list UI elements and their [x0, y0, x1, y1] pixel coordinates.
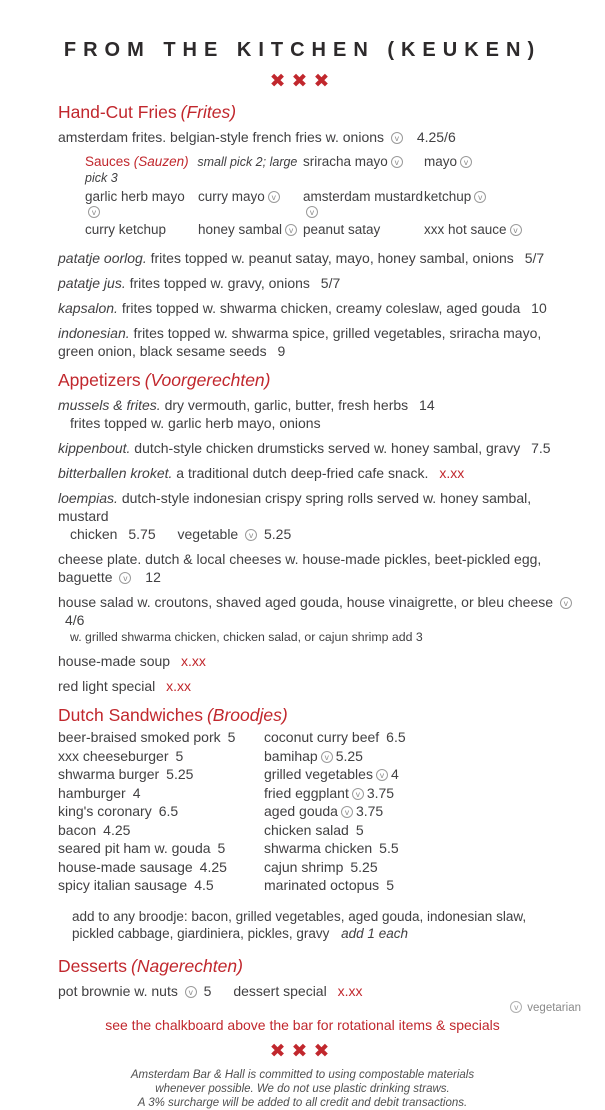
menu-item-subline: [70, 526, 577, 543]
item-price: 5.25: [350, 858, 378, 875]
sandwich-item: [58, 858, 264, 875]
item-desc: frites topped w. shwarma spice, grilled vegetables, sriracha mayo, green onion, black sesame seeds: [58, 325, 542, 359]
vegetarian-icon: v: [460, 156, 472, 168]
menu-item-bitterballen-kroket: [58, 464, 577, 482]
item-label: dessert special: [233, 982, 327, 999]
sauce-option: [424, 189, 577, 219]
item-price: 4/6: [65, 612, 85, 628]
sandwich-column-left: [58, 731, 264, 898]
sauce-option: [198, 222, 303, 237]
xxx-divider-icon: ✖✖✖: [269, 1040, 336, 1062]
item-label: marinated octopus: [264, 877, 380, 893]
vegetarian-icon: v: [510, 224, 522, 236]
menu-item-indonesian: [58, 324, 577, 360]
menu-item-kapsalon: [58, 299, 577, 317]
item-price: 5: [386, 877, 394, 893]
item-label: spicy italian sausage: [58, 877, 188, 893]
fine-print-line: Amsterdam Bar & Hall is committed to using compostable materials: [130, 1068, 475, 1081]
vegetarian-icon: v: [474, 191, 486, 203]
sauce-label: sriracha mayo: [303, 154, 388, 169]
item-price: 5: [175, 747, 184, 764]
section-heading-desserts-dutch: (Nagerechten): [131, 955, 243, 976]
sauce-label: curry ketchup: [85, 222, 167, 237]
item-name: loempias.: [58, 490, 118, 506]
sauce-label: amsterdam mustard: [303, 189, 424, 204]
vegetarian-icon: v: [119, 572, 131, 584]
item-price-placeholder: x.xx: [337, 982, 363, 999]
vegetarian-icon: v: [88, 206, 100, 218]
item-price: 4: [132, 784, 141, 801]
vegetarian-icon: v: [376, 769, 388, 781]
item-name: bitterballen kroket.: [58, 465, 173, 481]
sauce-option: [303, 222, 424, 237]
menu-item-house-made-soup: [58, 652, 577, 670]
vegetarian-icon: v: [391, 132, 403, 144]
item-label: cajun shrimp: [264, 858, 344, 875]
item-label: aged gouda: [264, 803, 338, 819]
item-price: 5.5: [379, 840, 399, 856]
xxx-divider-icon: ✖✖✖: [269, 71, 336, 92]
item-text: amsterdam frites. belgian-style french fries w. onions: [58, 129, 385, 145]
note-line2: pickled cabbage, giardiniera, pickles, gravy: [72, 925, 330, 941]
item-desc: frites topped w. peanut satay, mayo, honey sambal, onions: [150, 250, 514, 266]
sauce-label: curry mayo: [198, 189, 265, 204]
item-desc: house-made soup: [58, 653, 171, 669]
sandwich-item: [264, 768, 577, 782]
sandwich-columns: [58, 731, 577, 898]
item-name: mussels & frites.: [58, 397, 161, 413]
sandwich-item: [264, 879, 577, 893]
sauce-label: peanut satay: [303, 222, 381, 237]
item-desc: a traditional dutch deep-fried cafe snack.: [176, 465, 429, 481]
menu-item-loempias: [58, 489, 577, 525]
item-price: 4.5: [194, 877, 214, 893]
section-heading-desserts: [58, 956, 577, 976]
menu-item-cheese-plate: [58, 550, 577, 586]
section-heading-appetizers-dutch: (Voorgerechten): [144, 370, 271, 390]
option-label: chicken: [70, 526, 118, 542]
sauces-block: [85, 154, 577, 237]
item-desc: frites topped w. gravy, onions: [129, 275, 310, 291]
item-label: bacon: [58, 821, 97, 838]
item-label: pot brownie w. nuts: [58, 982, 178, 999]
item-price: 6.5: [158, 803, 179, 819]
fine-print-line: whenever possible. We do not use plastic drinking straws.: [155, 1082, 450, 1095]
vegetarian-icon: v: [245, 529, 257, 541]
item-name: indonesian.: [58, 325, 130, 341]
vegetarian-icon: v: [306, 206, 318, 218]
item-name: kippenbout.: [58, 440, 131, 456]
sandwich-item: [264, 747, 577, 764]
fine-print: [0, 1068, 605, 1110]
item-desc: dutch-style chicken drumsticks served w. honey sambal, gravy: [134, 440, 521, 456]
item-price: 3.75: [366, 784, 395, 801]
item-price: 5: [227, 729, 236, 745]
menu-content: [0, 102, 605, 1000]
item-price: 9: [277, 343, 286, 359]
vegetarian-icon: v: [185, 986, 197, 998]
menu-item-mussels-frites: [58, 396, 577, 414]
sandwich-item: [58, 842, 264, 856]
item-label: chicken salad: [264, 821, 349, 838]
sandwich-column-right: [264, 731, 577, 898]
menu-item-patatje-jus: [58, 274, 577, 292]
item-price-placeholder: x.xx: [180, 653, 206, 669]
vegetarian-icon: v: [391, 156, 403, 168]
item-label: house-made sausage: [58, 858, 193, 875]
item-label: fried eggplant: [264, 784, 349, 801]
item-desc: dutch-style indonesian crispy spring rolls served w. honey sambal, mustard: [58, 490, 532, 524]
section-heading-appetizers: [58, 370, 577, 390]
item-price: 10: [531, 300, 547, 316]
item-price: 5: [217, 840, 226, 856]
sauce-option: [303, 154, 424, 186]
note-price: add 1 each: [341, 925, 408, 941]
section-heading-fries-dutch: (Frites): [180, 102, 237, 122]
item-desc: cheese plate. dutch & local cheeses w. house-made pickles, beet-pickled egg, baguette: [58, 551, 542, 585]
section-heading-sandwiches: [58, 705, 577, 725]
menu-item-red-light-special: [58, 677, 577, 695]
item-price: 3.75: [355, 803, 384, 819]
section-heading-sandwiches-en: Dutch Sandwiches: [58, 705, 203, 725]
menu-item-desserts-line: [58, 982, 577, 1000]
vegetarian-icon: v: [560, 597, 572, 609]
chalkboard-note: see the chalkboard above the bar for rotational items & specials: [105, 1016, 500, 1033]
item-price: 4.25: [199, 858, 227, 875]
item-desc: dry vermouth, garlic, butter, fresh herbs: [164, 397, 409, 413]
vegetarian-icon: v: [285, 224, 297, 236]
item-label: beer-braised smoked pork: [58, 729, 221, 745]
item-name: patatje oorlog.: [58, 250, 147, 266]
item-price: 4.25: [103, 821, 131, 838]
option-price: 5.25: [264, 526, 292, 542]
item-label: shwarma burger: [58, 766, 160, 782]
vegetarian-icon: v: [341, 806, 353, 818]
vegetarian-icon: v: [352, 788, 364, 800]
item-price: 5.25: [335, 747, 363, 764]
sandwich-item: [58, 784, 264, 801]
item-price: 6.5: [386, 729, 406, 745]
item-label: shwarma chicken: [264, 840, 373, 856]
sauce-option: [303, 189, 424, 219]
sauce-option: [85, 222, 198, 237]
sandwich-item: [58, 747, 264, 764]
section-heading-desserts-en: Desserts: [58, 955, 128, 976]
option-label: vegetable: [177, 526, 239, 542]
sandwich-item: [264, 842, 577, 856]
sauce-label: ketchup: [424, 189, 472, 204]
menu-item-house-salad: [58, 593, 577, 629]
sandwich-item: [58, 805, 264, 819]
item-price: 4.25/6: [416, 129, 456, 145]
page-title: FROM THE KITCHEN (KEUKEN): [63, 39, 542, 61]
vegetarian-icon: v: [268, 191, 280, 203]
sandwich-item: [264, 805, 577, 819]
sauce-option: [424, 222, 577, 237]
broodje-add-on-note: [72, 908, 577, 942]
item-price: 7.5: [531, 440, 551, 456]
item-desc: red light special: [58, 678, 156, 694]
sauce-option: [85, 189, 198, 219]
item-price: 5/7: [320, 275, 341, 291]
menu-item-subline: w. grilled shwarma chicken, chicken salad, or cajun shrimp add 3: [70, 630, 423, 644]
item-name: kapsalon.: [58, 300, 118, 316]
sauces-note: small pick 2; large pick 3: [85, 155, 298, 185]
section-heading-fries-en: Hand-Cut Fries: [58, 102, 177, 122]
item-label: seared pit ham w. gouda: [58, 840, 211, 856]
item-label: king's coronary: [58, 803, 152, 819]
sandwich-item: [58, 731, 264, 745]
sauce-label: xxx hot sauce: [424, 222, 507, 237]
sauce-option: [198, 189, 303, 219]
item-label: hamburger: [58, 784, 126, 801]
item-desc: frites topped w. shwarma chicken, creamy coleslaw, aged gouda: [121, 300, 521, 316]
item-price: 14: [419, 397, 435, 413]
item-price: 5: [355, 821, 364, 838]
sandwich-item: [58, 768, 264, 782]
item-price: 5: [203, 982, 212, 999]
legend-label: vegetarian: [527, 1002, 581, 1014]
sandwich-item: [264, 858, 577, 875]
item-price: 12: [145, 569, 161, 585]
sauce-label: honey sambal: [198, 222, 283, 237]
vegetarian-legend: [507, 1001, 581, 1014]
section-heading-appetizers-en: Appetizers: [58, 370, 141, 390]
menu-item-kippenbout: [58, 439, 577, 457]
item-desc: house salad w. croutons, shaved aged gouda, house vinaigrette, or bleu cheese: [58, 594, 554, 610]
item-price: 5.25: [166, 766, 194, 782]
item-price: 5/7: [524, 250, 545, 266]
sandwich-item: [264, 784, 577, 801]
sauces-title-dutch: (Sauzen): [133, 154, 189, 169]
item-label: bamihap: [264, 747, 318, 764]
sauce-label: garlic herb mayo: [85, 189, 185, 204]
sandwich-item: [264, 821, 577, 838]
item-label: xxx cheeseburger: [58, 747, 169, 764]
sandwich-item: [58, 821, 264, 838]
sauce-option: [424, 154, 577, 186]
item-label: grilled vegetables: [264, 766, 373, 782]
sandwich-item: [58, 879, 264, 893]
item-label: coconut curry beef: [264, 729, 380, 745]
menu-item-patatje-oorlog: [58, 249, 577, 267]
option-price: 5.75: [128, 526, 156, 542]
menu-item-subline: frites topped w. garlic herb mayo, onions: [70, 415, 321, 431]
item-price-placeholder: x.xx: [439, 465, 465, 481]
vegetarian-icon: v: [321, 751, 333, 763]
section-heading-fries: [58, 102, 577, 122]
sauces-header: [85, 154, 303, 186]
item-price: 4: [390, 766, 399, 782]
sauce-label: mayo: [424, 154, 458, 169]
sandwich-item: [264, 731, 577, 745]
menu-item-amsterdam-frites: [58, 128, 577, 146]
item-price-placeholder: x.xx: [166, 678, 192, 694]
note-line1: add to any broodje: bacon, grilled vegetables, aged gouda, indonesian slaw,: [72, 908, 527, 924]
item-name: patatje jus.: [58, 275, 126, 291]
vegetarian-icon: v: [510, 1001, 522, 1013]
section-heading-sandwiches-dutch: (Broodjes): [206, 705, 288, 725]
sauces-title: Sauces: [85, 154, 131, 169]
fine-print-line: A 3% surcharge will be added to all credit and debit transactions.: [137, 1096, 468, 1109]
